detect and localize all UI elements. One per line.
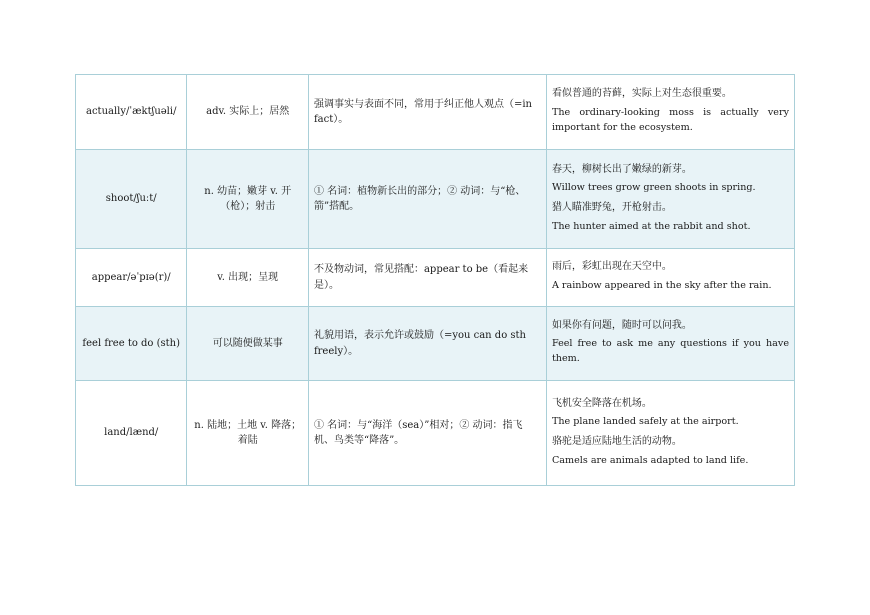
usage-cell [308,75,546,150]
table-row [76,75,795,150]
example-cell [546,249,794,307]
example-chinese: 雨后，彩虹出现在天空中。 [551,261,672,273]
example-chinese: 骆驼是适应陆地生活的动物。 [551,436,682,447]
word-text: land/lænd/ [104,427,159,439]
usage-cell [308,249,546,307]
usage-text: 不及物动词，常见搭配：appear to be（看起来是）。 [313,264,529,291]
example-chinese: 如果你有问题，随时可以问我。 [551,319,692,331]
usage-text: 礼貌用语，表示允许或鼓励（=you can do sth freely）。 [313,330,526,357]
vocabulary-table [75,74,795,486]
part-of-speech-text: v. 出现；呈现 [217,271,279,283]
word-cell [76,307,187,381]
part-of-speech-text: n. 幼苗；嫩芽 v. 开（枪）；射击 [204,185,292,212]
part-of-speech-text: adv. 实际上；居然 [206,106,290,118]
table-row [76,150,795,249]
usage-text: ① 名词：与“海洋（sea）”相对；② 动词：指飞机、鸟类等“降落”。 [313,419,523,446]
part-of-speech-cell [187,150,309,249]
part-of-speech-cell [187,249,309,307]
word-text: appear/əˈpɪə(r)/ [91,271,171,283]
example-chinese: 看似普通的苔藓，实际上对生态很重要。 [551,88,732,100]
part-of-speech-text: 可以随便做某事 [212,337,283,349]
example-english: The ordinary-looking moss is actually very important for the ecosystem. [551,106,789,133]
example-cell [546,150,794,249]
word-text: actually/ˈæktʃuəli/ [85,106,177,118]
example-chinese: 飞机安全降落在机场。 [551,397,652,409]
example-cell [546,307,794,381]
word-text: feel free to do (sth) [82,337,181,349]
usage-cell [308,150,546,249]
word-text: shoot/ʃuːt/ [105,193,157,205]
example-english: The hunter aimed at the rabbit and shot. [551,220,751,232]
usage-text: 强调事实与表面不同，常用于纠正他人观点（=in fact）。 [313,98,532,125]
example-cell [546,75,794,150]
table-row [76,249,795,307]
example-cell [546,381,794,486]
example-english: A rainbow appeared in the sky after the rain. [551,279,772,291]
word-cell [76,381,187,486]
example-english: Willow trees grow green shoots in spring. [551,182,756,194]
word-cell [76,75,187,150]
word-cell [76,150,187,249]
part-of-speech-cell [187,307,309,381]
usage-text: ① 名词：植物新长出的部分；② 动词：与“枪、箭”搭配。 [313,185,526,212]
usage-cell [308,381,546,486]
usage-cell [308,307,546,381]
example-chinese: 春天，柳树长出了嫩绿的新芽。 [551,163,692,175]
example-chinese: 猎人瞄准野兔，开枪射击。 [551,202,672,213]
table-row [76,307,795,381]
word-cell [76,249,187,307]
part-of-speech-cell [187,381,309,486]
example-english: Feel free to ask me any questions if you have them. [551,338,789,365]
part-of-speech-cell [187,75,309,150]
table-row [76,381,795,486]
example-english: Camels are animals adapted to land life. [551,454,749,466]
example-english: The plane landed safely at the airport. [551,416,739,428]
part-of-speech-text: n. 陆地；土地 v. 降落；着陆 [194,419,302,446]
